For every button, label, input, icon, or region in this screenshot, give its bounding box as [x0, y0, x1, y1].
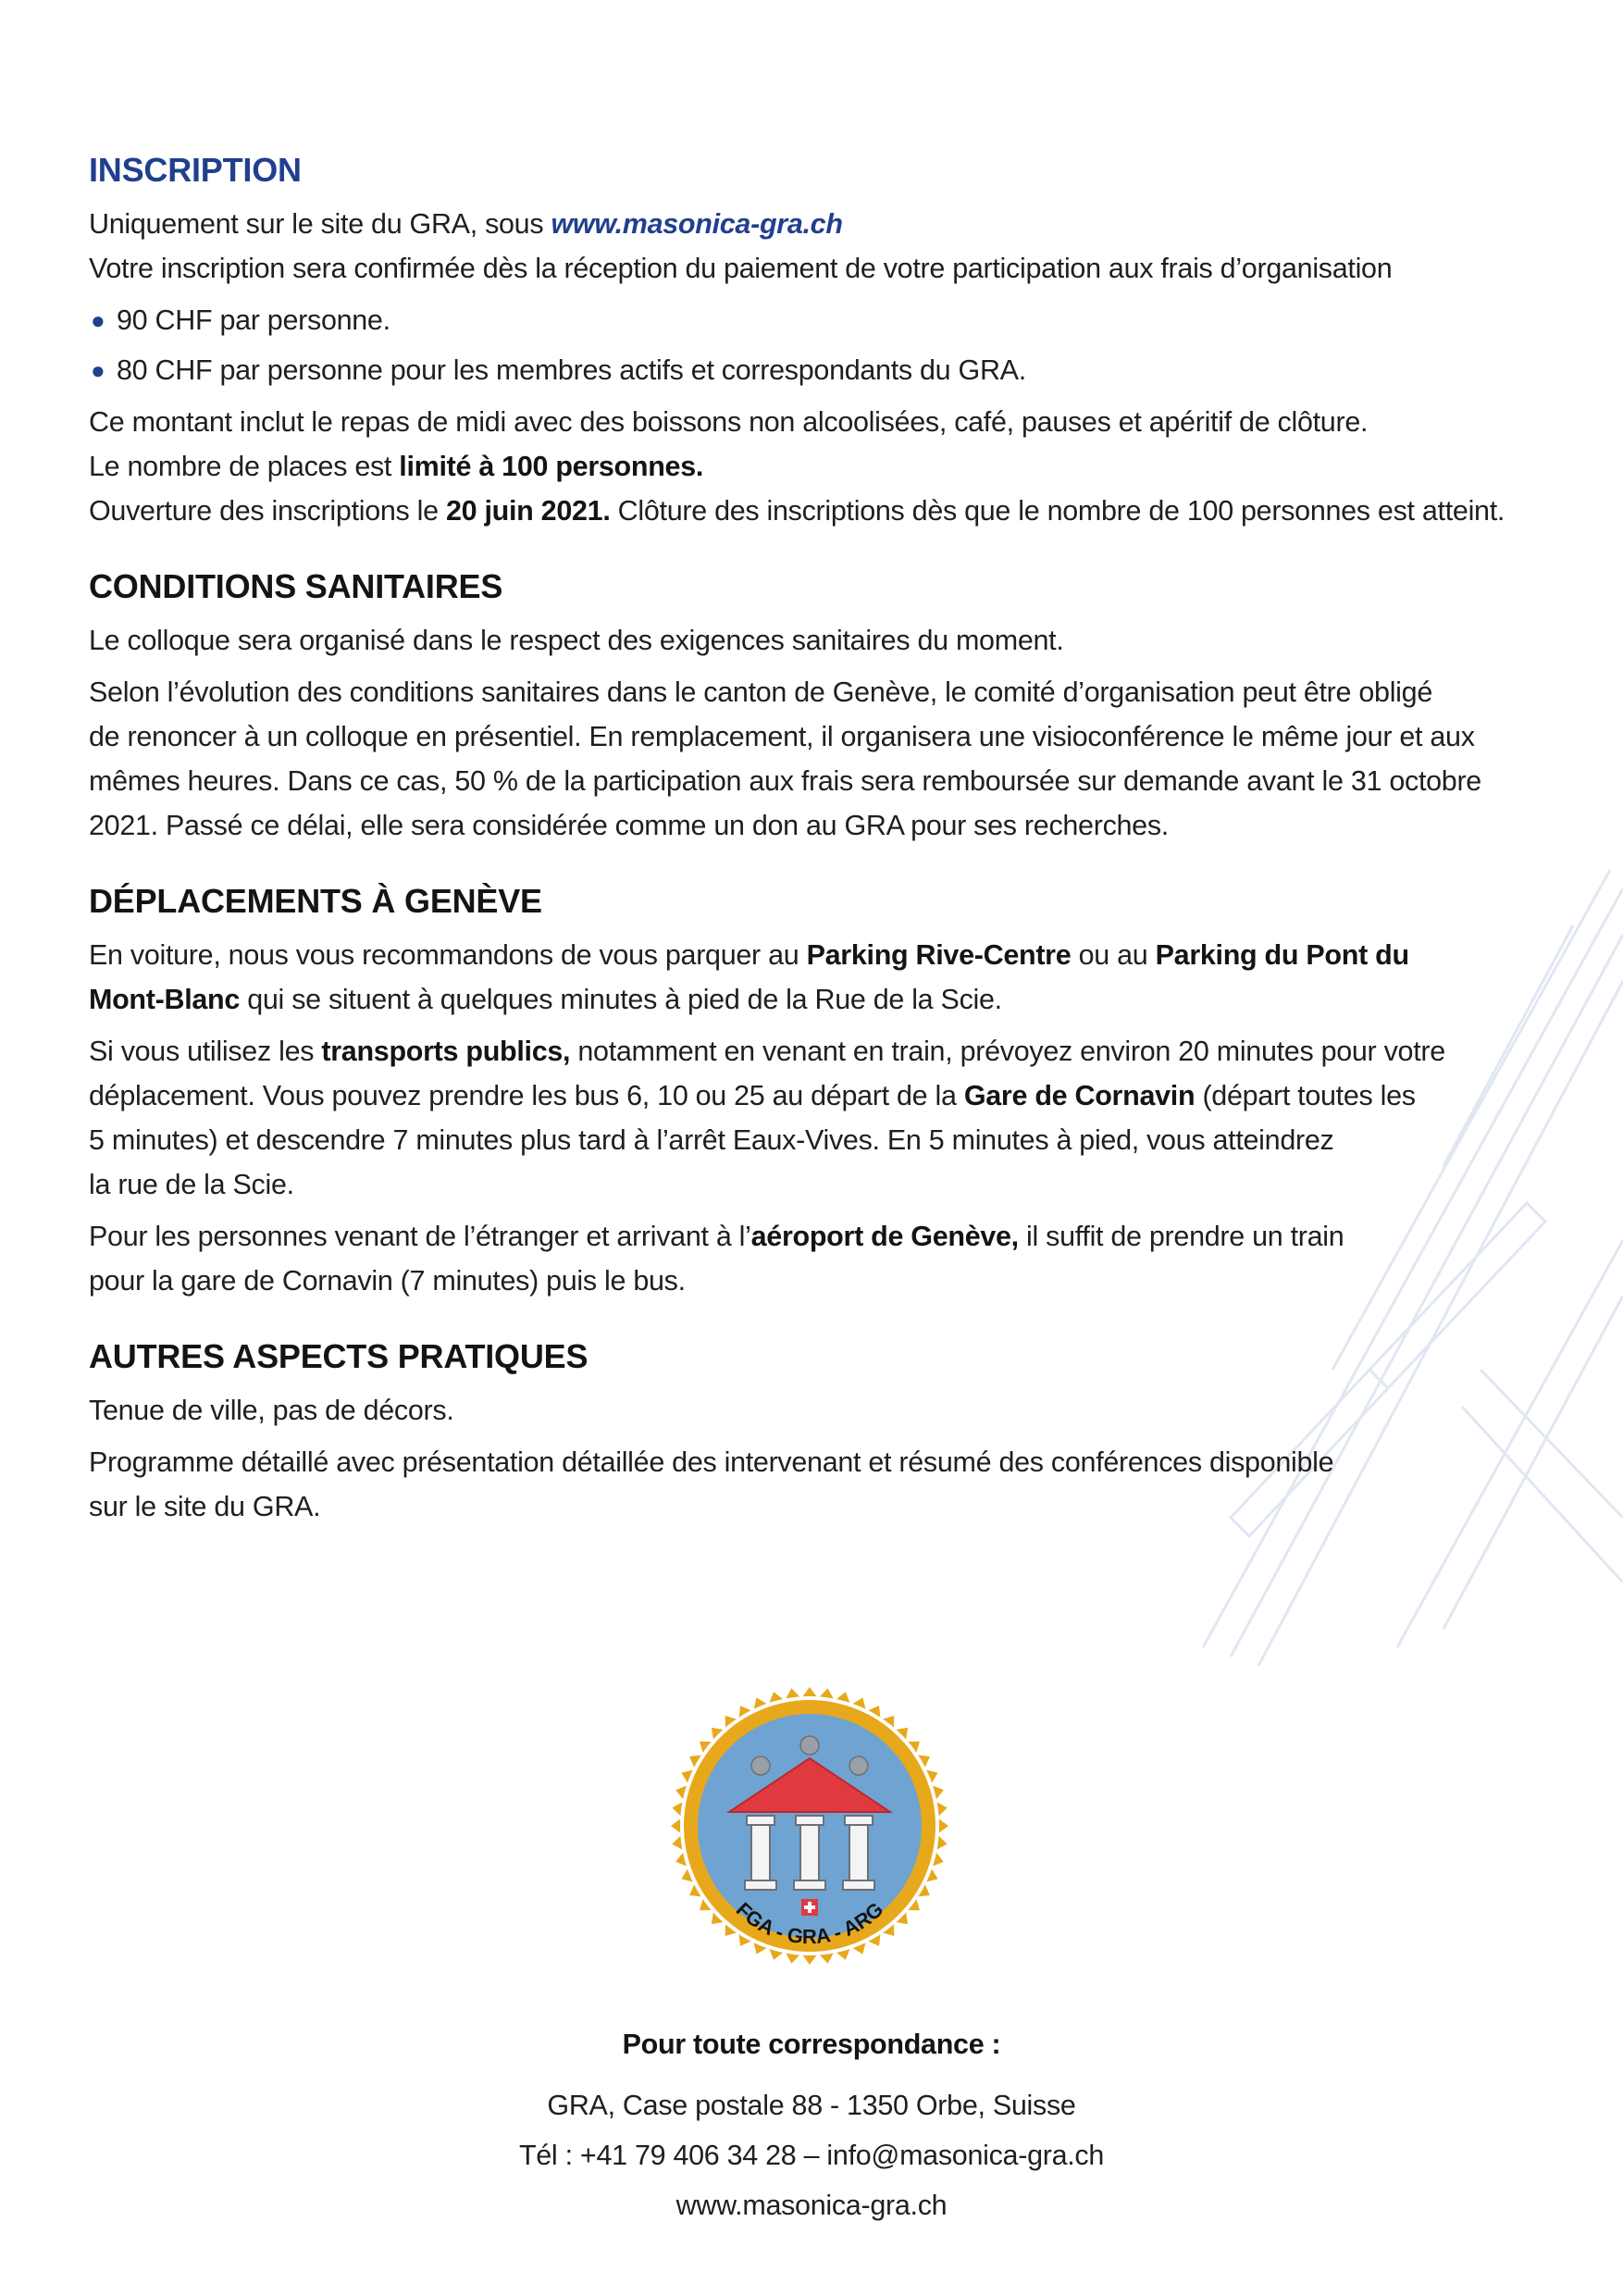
- air-text: pour la gare de Cornavin (7 minutes) puis le bus.: [89, 1265, 686, 1297]
- travel-heading: DÉPLACEMENTS À GENÈVE: [89, 882, 542, 920]
- price-item: [89, 348, 1569, 392]
- gra-logo-seal: [648, 1675, 972, 1999]
- inscription-site-link[interactable]: www.masonica-gra.ch: [551, 208, 843, 240]
- inscription-details: [89, 400, 1569, 533]
- sanitary-line: mêmes heures. Dans ce cas, 50 % de la participation aux frais sera remboursée sur demande avant le 31 octobre: [89, 765, 1481, 797]
- inscription-intro: [89, 202, 1569, 291]
- public-transport-label: transports publics,: [321, 1036, 571, 1067]
- sanitary-heading: CONDITIONS SANITAIRES: [89, 567, 503, 605]
- main-content: [89, 148, 1569, 1560]
- travel-car-paragraph: [89, 933, 1569, 1022]
- inscription-confirmation-text: Votre inscription sera confirmée dès la réception du paiement de votre participation aux frais d’organisation: [89, 253, 1393, 284]
- public-text: la rue de la Scie.: [89, 1169, 294, 1200]
- section-inscription: [89, 148, 1569, 533]
- sanitary-line: de renoncer à un colloque en présentiel. En remplacement, il organisera une visioconférence le même jour et aux: [89, 721, 1475, 752]
- price-item: [89, 298, 1569, 342]
- air-text: Pour les personnes venant de l’étranger et arrivant à l’: [89, 1221, 751, 1252]
- travel-air-paragraph: [89, 1214, 1569, 1303]
- correspondence-title: Pour toute correspondance :: [622, 2029, 1001, 2060]
- public-text: notamment en venant en train, prévoyez environ 20 minutes pour votre: [570, 1036, 1445, 1067]
- includes-text: Ce montant inclut le repas de midi avec des boissons non alcoolisées, café, pauses et apéritif de clôture.: [89, 406, 1369, 438]
- section-sanitary: [89, 565, 1569, 848]
- logo-text: FGA - GRA - ARG: [731, 1897, 888, 1949]
- section-other: [89, 1334, 1569, 1529]
- parking-mont-blanc: Mont-Blanc: [89, 984, 241, 1015]
- price-list: [89, 298, 1569, 392]
- public-text: Si vous utilisez les: [89, 1036, 322, 1067]
- gare-cornavin: Gare de Cornavin: [963, 1080, 1196, 1111]
- public-text: (départ toutes les: [1195, 1080, 1416, 1111]
- price-item-text: 90 CHF par personne.: [117, 304, 390, 336]
- car-text: En voiture, nous vous recommandons de vous parquer au: [89, 939, 807, 971]
- postal-address: GRA, Case postale 88 - 1350 Orbe, Suisse: [547, 2090, 1076, 2121]
- opening-text: Ouverture des inscriptions le: [89, 495, 446, 527]
- footer-contact: [441, 2019, 1182, 2230]
- bullet-icon: ●: [91, 356, 105, 384]
- sanitary-line: 2021. Passé ce délai, elle sera considérée comme un don au GRA pour ses recherches.: [89, 810, 1169, 841]
- travel-public-paragraph: [89, 1029, 1569, 1207]
- inscription-line1-text: Uniquement sur le site du GRA, sous: [89, 208, 551, 240]
- opening-date: 20 juin 2021.: [445, 495, 611, 527]
- sanitary-paragraph-1: Le colloque sera organisé dans le respect des exigences sanitaires du moment.: [89, 625, 1064, 656]
- places-limit: limité à 100 personnes.: [399, 451, 704, 482]
- other-line: sur le site du GRA.: [89, 1491, 321, 1522]
- contact-line[interactable]: Tél : +41 79 406 34 28 – info@masonica-gra.ch: [518, 2140, 1105, 2171]
- price-item-text: 80 CHF par personne pour les membres actifs et correspondants du GRA.: [117, 354, 1026, 386]
- airport-label: aéroport de Genève,: [750, 1221, 1019, 1252]
- other-line: Programme détaillé avec présentation détaillée des intervenant et résumé des conférences disponible: [89, 1446, 1334, 1478]
- other-paragraph-1: Tenue de ville, pas de décors.: [89, 1395, 454, 1426]
- other-heading: AUTRES ASPECTS PRATIQUES: [89, 1337, 588, 1375]
- bullet-icon: ●: [91, 306, 105, 334]
- website-link[interactable]: www.masonica-gra.ch: [675, 2190, 948, 2221]
- section-travel: [89, 879, 1569, 1303]
- car-text: ou au: [1071, 939, 1156, 971]
- sanitary-line: Selon l’évolution des conditions sanitaires dans le canton de Genève, le comité d’organisation peut être obligé: [89, 676, 1432, 708]
- sanitary-paragraph-2: [89, 670, 1569, 848]
- closing-text: Clôture des inscriptions dès que le nombre de 100 personnes est atteint.: [610, 495, 1505, 527]
- other-paragraph-2: [89, 1440, 1569, 1529]
- inscription-heading: INSCRIPTION: [89, 151, 302, 189]
- public-text: 5 minutes) et descendre 7 minutes plus tard à l’arrêt Eaux-Vives. En 5 minutes à pied, vous atteindrez: [89, 1124, 1334, 1156]
- car-text: qui se situent à quelques minutes à pied de la Rue de la Scie.: [240, 984, 1002, 1015]
- air-text: il suffit de prendre un train: [1018, 1221, 1344, 1252]
- parking-mont-blanc: Parking du Pont du: [1155, 939, 1409, 971]
- public-text: déplacement. Vous pouvez prendre les bus 6, 10 ou 25 au départ de la: [89, 1080, 964, 1111]
- parking-rive-centre: Parking Rive-Centre: [806, 939, 1072, 971]
- places-text: Le nombre de places est: [89, 451, 400, 482]
